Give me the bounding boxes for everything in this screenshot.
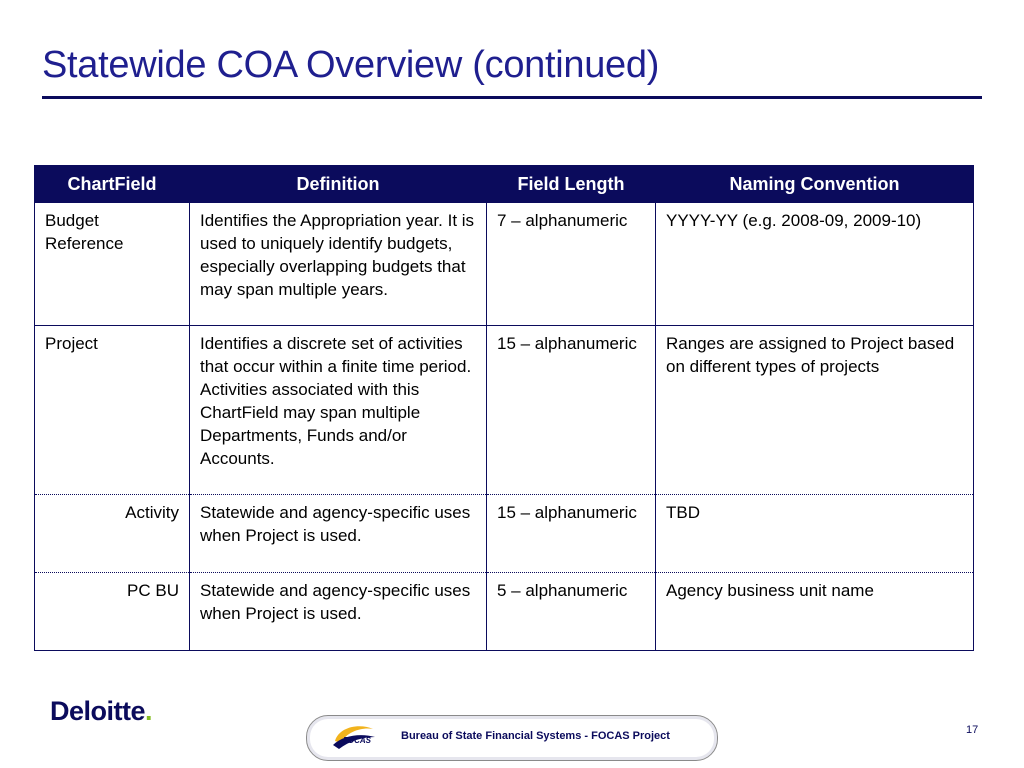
cell-definition: Identifies the Appropriation year. It is used to uniquely identify budgets, especially overlapping budgets that may span multiple years. bbox=[190, 203, 487, 326]
table-row bbox=[35, 495, 974, 573]
cell-field-length: 15 – alphanumeric bbox=[487, 495, 656, 573]
header-chartfield: ChartField bbox=[35, 166, 190, 203]
cell-naming-convention: Agency business unit name bbox=[656, 573, 974, 651]
table-row bbox=[35, 326, 974, 495]
table-header-row bbox=[35, 166, 974, 203]
focas-footer-banner bbox=[306, 715, 718, 761]
table-row bbox=[35, 203, 974, 326]
cell-chartfield: Project bbox=[35, 326, 190, 495]
deloitte-logo-dot: . bbox=[145, 696, 153, 726]
cell-chartfield: Budget Reference bbox=[35, 203, 190, 326]
focas-logo-text: FOCAS bbox=[343, 736, 371, 745]
cell-naming-convention: YYYY-YY (e.g. 2008-09, 2009-10) bbox=[656, 203, 974, 326]
page-title: Statewide COA Overview (continued) bbox=[42, 44, 660, 86]
cell-definition: Statewide and agency-specific uses when Project is used. bbox=[190, 573, 487, 651]
table-row bbox=[35, 573, 974, 651]
title-divider bbox=[42, 96, 982, 99]
coa-table bbox=[34, 165, 974, 651]
header-definition: Definition bbox=[190, 166, 487, 203]
cell-field-length: 7 – alphanumeric bbox=[487, 203, 656, 326]
page-number: 17 bbox=[966, 724, 979, 736]
focas-logo-icon bbox=[329, 721, 377, 753]
deloitte-logo bbox=[50, 696, 152, 727]
cell-definition: Identifies a discrete set of activities that occur within a finite time period. Activities associated with this ChartField may span multiple Departments, Funds and/or Accounts. bbox=[190, 326, 487, 495]
header-naming-convention: Naming Convention bbox=[656, 166, 974, 203]
cell-chartfield: PC BU bbox=[35, 573, 190, 651]
cell-field-length: 15 – alphanumeric bbox=[487, 326, 656, 495]
cell-field-length: 5 – alphanumeric bbox=[487, 573, 656, 651]
cell-definition: Statewide and agency-specific uses when Project is used. bbox=[190, 495, 487, 573]
header-field-length: Field Length bbox=[487, 166, 656, 203]
cell-chartfield: Activity bbox=[35, 495, 190, 573]
cell-naming-convention: Ranges are assigned to Project based on different types of projects bbox=[656, 326, 974, 495]
deloitte-logo-text: Deloitte bbox=[50, 696, 146, 726]
project-label: Bureau of State Financial Systems - FOCAS Project bbox=[401, 730, 670, 742]
cell-naming-convention: TBD bbox=[656, 495, 974, 573]
